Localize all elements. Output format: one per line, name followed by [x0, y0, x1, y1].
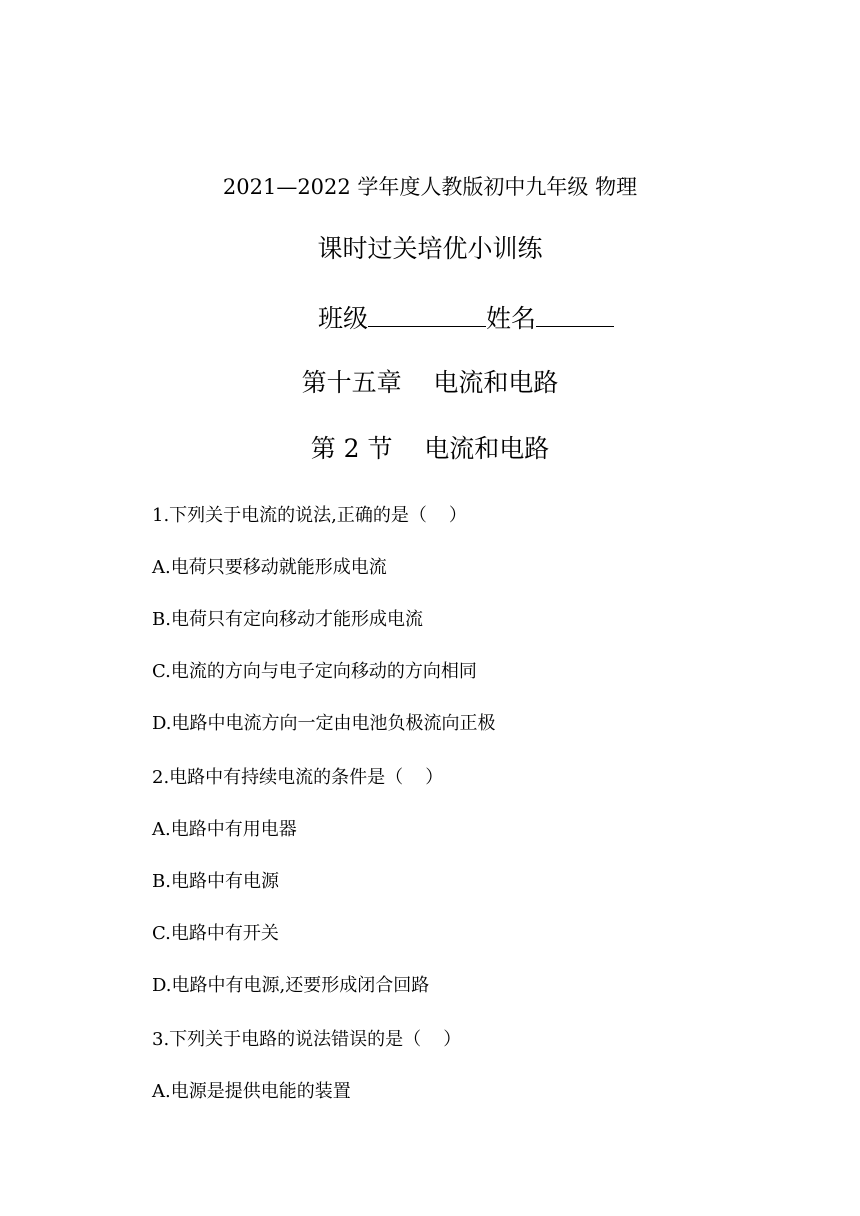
question-stem [152, 765, 443, 791]
option-b: B.电路中有电源 [152, 871, 279, 892]
question-paren: ） [448, 505, 467, 526]
option-b: B.电荷只有定向移动才能形成电流 [152, 609, 423, 630]
student-info-row [318, 300, 614, 336]
option-a: A.电荷只要移动就能形成电流 [152, 557, 387, 578]
name-blank [536, 300, 614, 327]
option-d: D.电路中有电源,还要形成闭合回路 [152, 975, 430, 996]
section-title: 第 2 节 电流和电路 [310, 434, 550, 463]
class-blank [368, 300, 486, 327]
question-stem [152, 1027, 461, 1053]
chapter-title: 第十五章 电流和电路 [301, 368, 559, 397]
question-paren: ） [425, 767, 444, 788]
option-c: C.电流的方向与电子定向移动的方向相同 [152, 661, 477, 682]
question-stem [152, 503, 467, 529]
option-d: D.电路中电流方向一定由电池负极流向正极 [152, 713, 496, 734]
class-label: 班级 [318, 304, 369, 333]
option-c: C.电路中有开关 [152, 923, 279, 944]
question-paren: ） [443, 1029, 462, 1050]
question-text: 2.电路中有持续电流的条件是（ [152, 767, 404, 788]
option-a: A.电路中有用电器 [152, 819, 297, 840]
document-title: 2021—2022 学年度人教版初中九年级 物理 [222, 175, 638, 199]
question-text: 3.下列关于电路的说法错误的是（ [152, 1029, 422, 1050]
option-a: A.电源是提供电能的装置 [152, 1081, 351, 1102]
document-subtitle: 课时过关培优小训练 [317, 234, 543, 263]
name-label: 姓名 [486, 304, 537, 333]
question-text: 1.下列关于电流的说法,正确的是（ [152, 505, 427, 526]
